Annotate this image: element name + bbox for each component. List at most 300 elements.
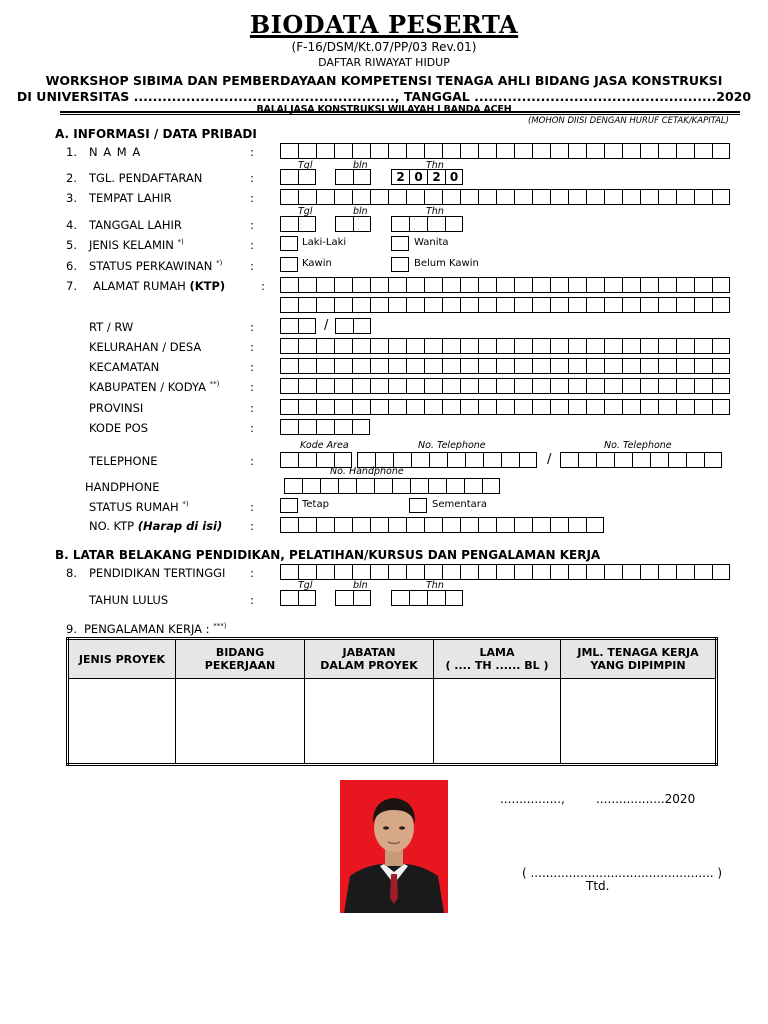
- input-box[interactable]: [640, 189, 658, 205]
- table-cell[interactable]: [176, 679, 305, 765]
- input-box[interactable]: [712, 378, 730, 394]
- input-box[interactable]: [496, 143, 514, 159]
- input-box[interactable]: [352, 143, 370, 159]
- input-box[interactable]: [442, 297, 460, 313]
- alamat-input-boxes-line1[interactable]: [280, 277, 730, 293]
- input-box[interactable]: [532, 399, 550, 415]
- input-box[interactable]: [353, 590, 371, 606]
- input-box[interactable]: [388, 517, 406, 533]
- input-box[interactable]: [406, 564, 424, 580]
- input-box[interactable]: [370, 338, 388, 354]
- input-box[interactable]: [298, 378, 316, 394]
- input-box[interactable]: [352, 297, 370, 313]
- input-box[interactable]: [334, 378, 352, 394]
- input-box[interactable]: [429, 452, 447, 468]
- input-box[interactable]: [568, 338, 586, 354]
- input-box[interactable]: [442, 358, 460, 374]
- input-box[interactable]: [478, 189, 496, 205]
- input-box[interactable]: [501, 452, 519, 468]
- input-box[interactable]: [442, 517, 460, 533]
- input-box[interactable]: [352, 277, 370, 293]
- input-box[interactable]: [596, 452, 614, 468]
- input-box[interactable]: [442, 399, 460, 415]
- input-box[interactable]: [388, 189, 406, 205]
- handphone-input-boxes[interactable]: [284, 478, 500, 494]
- input-box[interactable]: [298, 216, 316, 232]
- input-box[interactable]: [676, 399, 694, 415]
- input-box[interactable]: [280, 143, 298, 159]
- input-box[interactable]: [658, 297, 676, 313]
- input-box[interactable]: [532, 358, 550, 374]
- input-box[interactable]: [478, 399, 496, 415]
- input-box[interactable]: [496, 338, 514, 354]
- input-box[interactable]: [370, 189, 388, 205]
- input-box[interactable]: [460, 277, 478, 293]
- input-box[interactable]: [658, 399, 676, 415]
- table-cell[interactable]: [561, 679, 717, 765]
- input-box[interactable]: [406, 277, 424, 293]
- input-box[interactable]: [550, 399, 568, 415]
- input-box[interactable]: [622, 297, 640, 313]
- input-box[interactable]: [388, 399, 406, 415]
- input-box[interactable]: [514, 297, 532, 313]
- no-ktp-input-boxes[interactable]: [280, 517, 604, 533]
- input-box[interactable]: [298, 419, 316, 435]
- input-box[interactable]: [586, 399, 604, 415]
- input-box[interactable]: [640, 399, 658, 415]
- rt-input-boxes[interactable]: [280, 318, 316, 334]
- input-box[interactable]: [334, 419, 352, 435]
- input-box[interactable]: [604, 399, 622, 415]
- input-box[interactable]: [352, 338, 370, 354]
- input-box[interactable]: [658, 189, 676, 205]
- input-box[interactable]: [280, 590, 298, 606]
- input-box[interactable]: [280, 517, 298, 533]
- tanggal-lahir-year[interactable]: [391, 216, 463, 232]
- tanggal-lahir-month[interactable]: [335, 216, 371, 232]
- input-box[interactable]: [496, 378, 514, 394]
- tahun-lulus-day[interactable]: [280, 590, 316, 606]
- input-box[interactable]: [298, 338, 316, 354]
- input-box[interactable]: [460, 143, 478, 159]
- input-box[interactable]: [712, 189, 730, 205]
- input-box[interactable]: [460, 189, 478, 205]
- input-box[interactable]: [622, 378, 640, 394]
- input-box[interactable]: [445, 590, 463, 606]
- input-box[interactable]: [298, 297, 316, 313]
- input-box[interactable]: [460, 378, 478, 394]
- input-box[interactable]: [550, 338, 568, 354]
- input-box[interactable]: [694, 564, 712, 580]
- input-box[interactable]: [424, 189, 442, 205]
- input-box[interactable]: [676, 338, 694, 354]
- input-box[interactable]: [604, 277, 622, 293]
- input-box[interactable]: [658, 277, 676, 293]
- input-box[interactable]: [622, 338, 640, 354]
- input-box[interactable]: [578, 452, 596, 468]
- input-box[interactable]: [388, 277, 406, 293]
- input-box[interactable]: [406, 338, 424, 354]
- input-box[interactable]: [712, 277, 730, 293]
- input-box[interactable]: [532, 297, 550, 313]
- input-box[interactable]: [460, 399, 478, 415]
- input-box[interactable]: [694, 338, 712, 354]
- input-box[interactable]: [280, 338, 298, 354]
- input-box[interactable]: [694, 277, 712, 293]
- input-box[interactable]: [352, 517, 370, 533]
- input-box[interactable]: [316, 419, 334, 435]
- input-box[interactable]: [409, 590, 427, 606]
- input-box[interactable]: [712, 338, 730, 354]
- input-box[interactable]: [496, 189, 514, 205]
- input-box[interactable]: [388, 564, 406, 580]
- input-box[interactable]: [298, 564, 316, 580]
- input-box[interactable]: [352, 378, 370, 394]
- input-box[interactable]: [298, 358, 316, 374]
- input-box[interactable]: [640, 297, 658, 313]
- input-box[interactable]: [694, 189, 712, 205]
- input-box[interactable]: [280, 564, 298, 580]
- tgl-pendaftaran-year[interactable]: [391, 169, 463, 185]
- input-box[interactable]: [334, 338, 352, 354]
- input-box[interactable]: [604, 378, 622, 394]
- wanita-checkbox[interactable]: [391, 236, 409, 251]
- input-box[interactable]: [519, 452, 537, 468]
- input-box[interactable]: [712, 143, 730, 159]
- input-box[interactable]: [424, 358, 442, 374]
- input-box[interactable]: [406, 378, 424, 394]
- input-box[interactable]: [586, 189, 604, 205]
- input-box[interactable]: [280, 189, 298, 205]
- input-box[interactable]: [335, 216, 353, 232]
- input-box[interactable]: [604, 143, 622, 159]
- input-box[interactable]: [586, 277, 604, 293]
- kode-pos-input-boxes[interactable]: [280, 419, 370, 435]
- input-box[interactable]: [334, 277, 352, 293]
- input-box[interactable]: [370, 143, 388, 159]
- input-box[interactable]: [334, 297, 352, 313]
- input-box[interactable]: [424, 399, 442, 415]
- input-box[interactable]: [694, 399, 712, 415]
- input-box[interactable]: [676, 143, 694, 159]
- input-box[interactable]: [460, 358, 478, 374]
- input-box[interactable]: [604, 189, 622, 205]
- input-box[interactable]: [604, 358, 622, 374]
- input-box[interactable]: [298, 318, 316, 334]
- input-box[interactable]: [460, 297, 478, 313]
- input-box[interactable]: [298, 517, 316, 533]
- input-box[interactable]: [334, 358, 352, 374]
- table-cell[interactable]: [434, 679, 561, 765]
- input-box[interactable]: [316, 338, 334, 354]
- input-box[interactable]: [352, 399, 370, 415]
- input-box[interactable]: [442, 564, 460, 580]
- input-box[interactable]: [514, 564, 532, 580]
- input-box[interactable]: [447, 452, 465, 468]
- input-box[interactable]: [338, 478, 356, 494]
- belum-kawin-checkbox[interactable]: [391, 257, 409, 272]
- input-box[interactable]: [460, 517, 478, 533]
- input-box[interactable]: [406, 358, 424, 374]
- input-box[interactable]: [712, 358, 730, 374]
- input-box[interactable]: [388, 297, 406, 313]
- kawin-checkbox[interactable]: [280, 257, 298, 272]
- tempat-lahir-input-boxes[interactable]: [280, 189, 730, 205]
- input-box[interactable]: [532, 277, 550, 293]
- input-box[interactable]: [406, 143, 424, 159]
- input-box[interactable]: [586, 564, 604, 580]
- input-box[interactable]: [586, 143, 604, 159]
- input-box[interactable]: [640, 378, 658, 394]
- input-box[interactable]: [483, 452, 501, 468]
- table-cell[interactable]: [68, 679, 176, 765]
- input-box[interactable]: [442, 378, 460, 394]
- input-box[interactable]: [650, 452, 668, 468]
- input-box[interactable]: [668, 452, 686, 468]
- input-box[interactable]: [409, 216, 427, 232]
- input-box[interactable]: [622, 277, 640, 293]
- input-box[interactable]: [640, 564, 658, 580]
- nama-input-boxes[interactable]: [280, 143, 730, 159]
- input-box[interactable]: [676, 277, 694, 293]
- input-box[interactable]: [353, 318, 371, 334]
- input-box[interactable]: [280, 378, 298, 394]
- input-box[interactable]: [514, 189, 532, 205]
- input-box[interactable]: [478, 277, 496, 293]
- input-box[interactable]: [316, 143, 334, 159]
- input-box[interactable]: [280, 318, 298, 334]
- input-box[interactable]: [442, 277, 460, 293]
- sementara-checkbox[interactable]: [409, 498, 427, 513]
- input-box[interactable]: [298, 590, 316, 606]
- input-box[interactable]: [460, 338, 478, 354]
- input-box[interactable]: [550, 189, 568, 205]
- input-box[interactable]: [614, 452, 632, 468]
- input-box[interactable]: [370, 564, 388, 580]
- input-box[interactable]: [352, 189, 370, 205]
- input-box[interactable]: [406, 189, 424, 205]
- input-box[interactable]: [334, 399, 352, 415]
- input-box[interactable]: [316, 564, 334, 580]
- input-box[interactable]: [478, 378, 496, 394]
- input-box[interactable]: [532, 189, 550, 205]
- input-box[interactable]: [442, 338, 460, 354]
- input-box[interactable]: [514, 143, 532, 159]
- telephone-2-input-boxes[interactable]: [560, 452, 722, 468]
- input-box[interactable]: [604, 338, 622, 354]
- input-box[interactable]: [280, 399, 298, 415]
- input-box[interactable]: [280, 169, 298, 185]
- input-box[interactable]: [550, 143, 568, 159]
- input-box[interactable]: [298, 143, 316, 159]
- input-box[interactable]: [586, 517, 604, 533]
- input-box[interactable]: [586, 378, 604, 394]
- input-box[interactable]: [316, 277, 334, 293]
- input-box[interactable]: [460, 564, 478, 580]
- input-box[interactable]: [388, 143, 406, 159]
- tgl-pendaftaran-month[interactable]: [335, 169, 371, 185]
- input-box[interactable]: [658, 378, 676, 394]
- input-box[interactable]: [388, 358, 406, 374]
- input-box[interactable]: [424, 338, 442, 354]
- input-box[interactable]: [442, 189, 460, 205]
- input-box[interactable]: [694, 358, 712, 374]
- input-box[interactable]: [622, 564, 640, 580]
- kecamatan-input-boxes[interactable]: [280, 358, 730, 374]
- input-box[interactable]: [550, 358, 568, 374]
- input-box[interactable]: [658, 338, 676, 354]
- input-box[interactable]: [406, 297, 424, 313]
- input-box[interactable]: [514, 338, 532, 354]
- table-cell[interactable]: [305, 679, 434, 765]
- input-box[interactable]: [428, 478, 446, 494]
- input-box[interactable]: [514, 517, 532, 533]
- input-box[interactable]: [496, 399, 514, 415]
- input-box[interactable]: [370, 358, 388, 374]
- input-box[interactable]: [482, 478, 500, 494]
- input-box[interactable]: [352, 419, 370, 435]
- input-box[interactable]: [568, 358, 586, 374]
- input-box[interactable]: [280, 297, 298, 313]
- input-box[interactable]: [316, 189, 334, 205]
- input-box[interactable]: [392, 478, 410, 494]
- input-box[interactable]: [406, 399, 424, 415]
- input-box[interactable]: [694, 378, 712, 394]
- input-box[interactable]: [410, 478, 428, 494]
- input-box[interactable]: [478, 358, 496, 374]
- input-box[interactable]: [496, 564, 514, 580]
- input-box[interactable]: [640, 358, 658, 374]
- input-box[interactable]: [280, 277, 298, 293]
- input-box[interactable]: [658, 564, 676, 580]
- input-box[interactable]: [280, 358, 298, 374]
- input-box[interactable]: [550, 277, 568, 293]
- input-box[interactable]: [586, 297, 604, 313]
- input-box[interactable]: [370, 277, 388, 293]
- input-box[interactable]: [427, 216, 445, 232]
- input-box[interactable]: [568, 297, 586, 313]
- input-box[interactable]: [353, 216, 371, 232]
- input-box[interactable]: [424, 378, 442, 394]
- input-box[interactable]: [446, 478, 464, 494]
- tahun-lulus-month[interactable]: [335, 590, 371, 606]
- tgl-pendaftaran-day[interactable]: [280, 169, 316, 185]
- tanggal-lahir-day[interactable]: [280, 216, 316, 232]
- input-box[interactable]: [676, 297, 694, 313]
- input-box[interactable]: [712, 399, 730, 415]
- input-box[interactable]: [465, 452, 483, 468]
- input-box[interactable]: [298, 399, 316, 415]
- input-box[interactable]: [514, 378, 532, 394]
- input-box[interactable]: [550, 297, 568, 313]
- input-box[interactable]: [280, 452, 298, 468]
- input-box[interactable]: [388, 338, 406, 354]
- input-box[interactable]: [568, 517, 586, 533]
- input-box[interactable]: [406, 517, 424, 533]
- input-box[interactable]: [604, 297, 622, 313]
- input-box[interactable]: [550, 564, 568, 580]
- input-box[interactable]: [298, 277, 316, 293]
- input-box[interactable]: [302, 478, 320, 494]
- input-box[interactable]: [316, 399, 334, 415]
- input-box[interactable]: [568, 143, 586, 159]
- input-box[interactable]: [442, 143, 460, 159]
- input-box[interactable]: [316, 517, 334, 533]
- input-box[interactable]: [391, 216, 409, 232]
- input-box[interactable]: [532, 338, 550, 354]
- input-box[interactable]: [424, 564, 442, 580]
- input-box[interactable]: [496, 277, 514, 293]
- input-box[interactable]: [712, 297, 730, 313]
- input-box[interactable]: [632, 452, 650, 468]
- pendidikan-input-boxes[interactable]: [280, 564, 730, 580]
- input-box[interactable]: [532, 517, 550, 533]
- input-box[interactable]: [284, 478, 302, 494]
- input-box[interactable]: [280, 216, 298, 232]
- input-box[interactable]: [676, 378, 694, 394]
- input-box[interactable]: [464, 478, 482, 494]
- input-box[interactable]: [712, 564, 730, 580]
- input-box[interactable]: [622, 358, 640, 374]
- input-box[interactable]: [586, 338, 604, 354]
- input-box[interactable]: [388, 378, 406, 394]
- input-box[interactable]: [622, 143, 640, 159]
- input-box[interactable]: [686, 452, 704, 468]
- input-box[interactable]: [550, 517, 568, 533]
- input-box[interactable]: [411, 452, 429, 468]
- input-box[interactable]: [586, 358, 604, 374]
- input-box[interactable]: [320, 478, 338, 494]
- input-box[interactable]: [352, 564, 370, 580]
- kelurahan-input-boxes[interactable]: [280, 338, 730, 354]
- input-box[interactable]: [532, 378, 550, 394]
- input-box[interactable]: [478, 338, 496, 354]
- input-box[interactable]: [560, 452, 578, 468]
- input-box[interactable]: [427, 590, 445, 606]
- input-box[interactable]: [676, 564, 694, 580]
- input-box[interactable]: [478, 143, 496, 159]
- input-box[interactable]: [640, 277, 658, 293]
- input-box[interactable]: [694, 143, 712, 159]
- rw-input-boxes[interactable]: [335, 318, 371, 334]
- input-box[interactable]: [424, 143, 442, 159]
- input-box[interactable]: [658, 358, 676, 374]
- laki-laki-checkbox[interactable]: [280, 236, 298, 251]
- input-box[interactable]: [352, 358, 370, 374]
- kabupaten-input-boxes[interactable]: [280, 378, 730, 394]
- input-box[interactable]: [370, 517, 388, 533]
- input-box[interactable]: [370, 378, 388, 394]
- input-box[interactable]: [676, 358, 694, 374]
- input-box[interactable]: [316, 378, 334, 394]
- input-box[interactable]: [298, 169, 316, 185]
- input-box[interactable]: [353, 169, 371, 185]
- input-box[interactable]: [568, 189, 586, 205]
- input-box[interactable]: [298, 452, 316, 468]
- input-box[interactable]: [478, 297, 496, 313]
- input-box[interactable]: [445, 216, 463, 232]
- input-box[interactable]: [316, 297, 334, 313]
- input-box[interactable]: [334, 517, 352, 533]
- input-box[interactable]: [514, 358, 532, 374]
- input-box[interactable]: [496, 358, 514, 374]
- input-box[interactable]: [424, 277, 442, 293]
- input-box[interactable]: [640, 143, 658, 159]
- input-box[interactable]: [514, 399, 532, 415]
- input-box[interactable]: [532, 564, 550, 580]
- input-box[interactable]: [298, 189, 316, 205]
- input-box[interactable]: [496, 517, 514, 533]
